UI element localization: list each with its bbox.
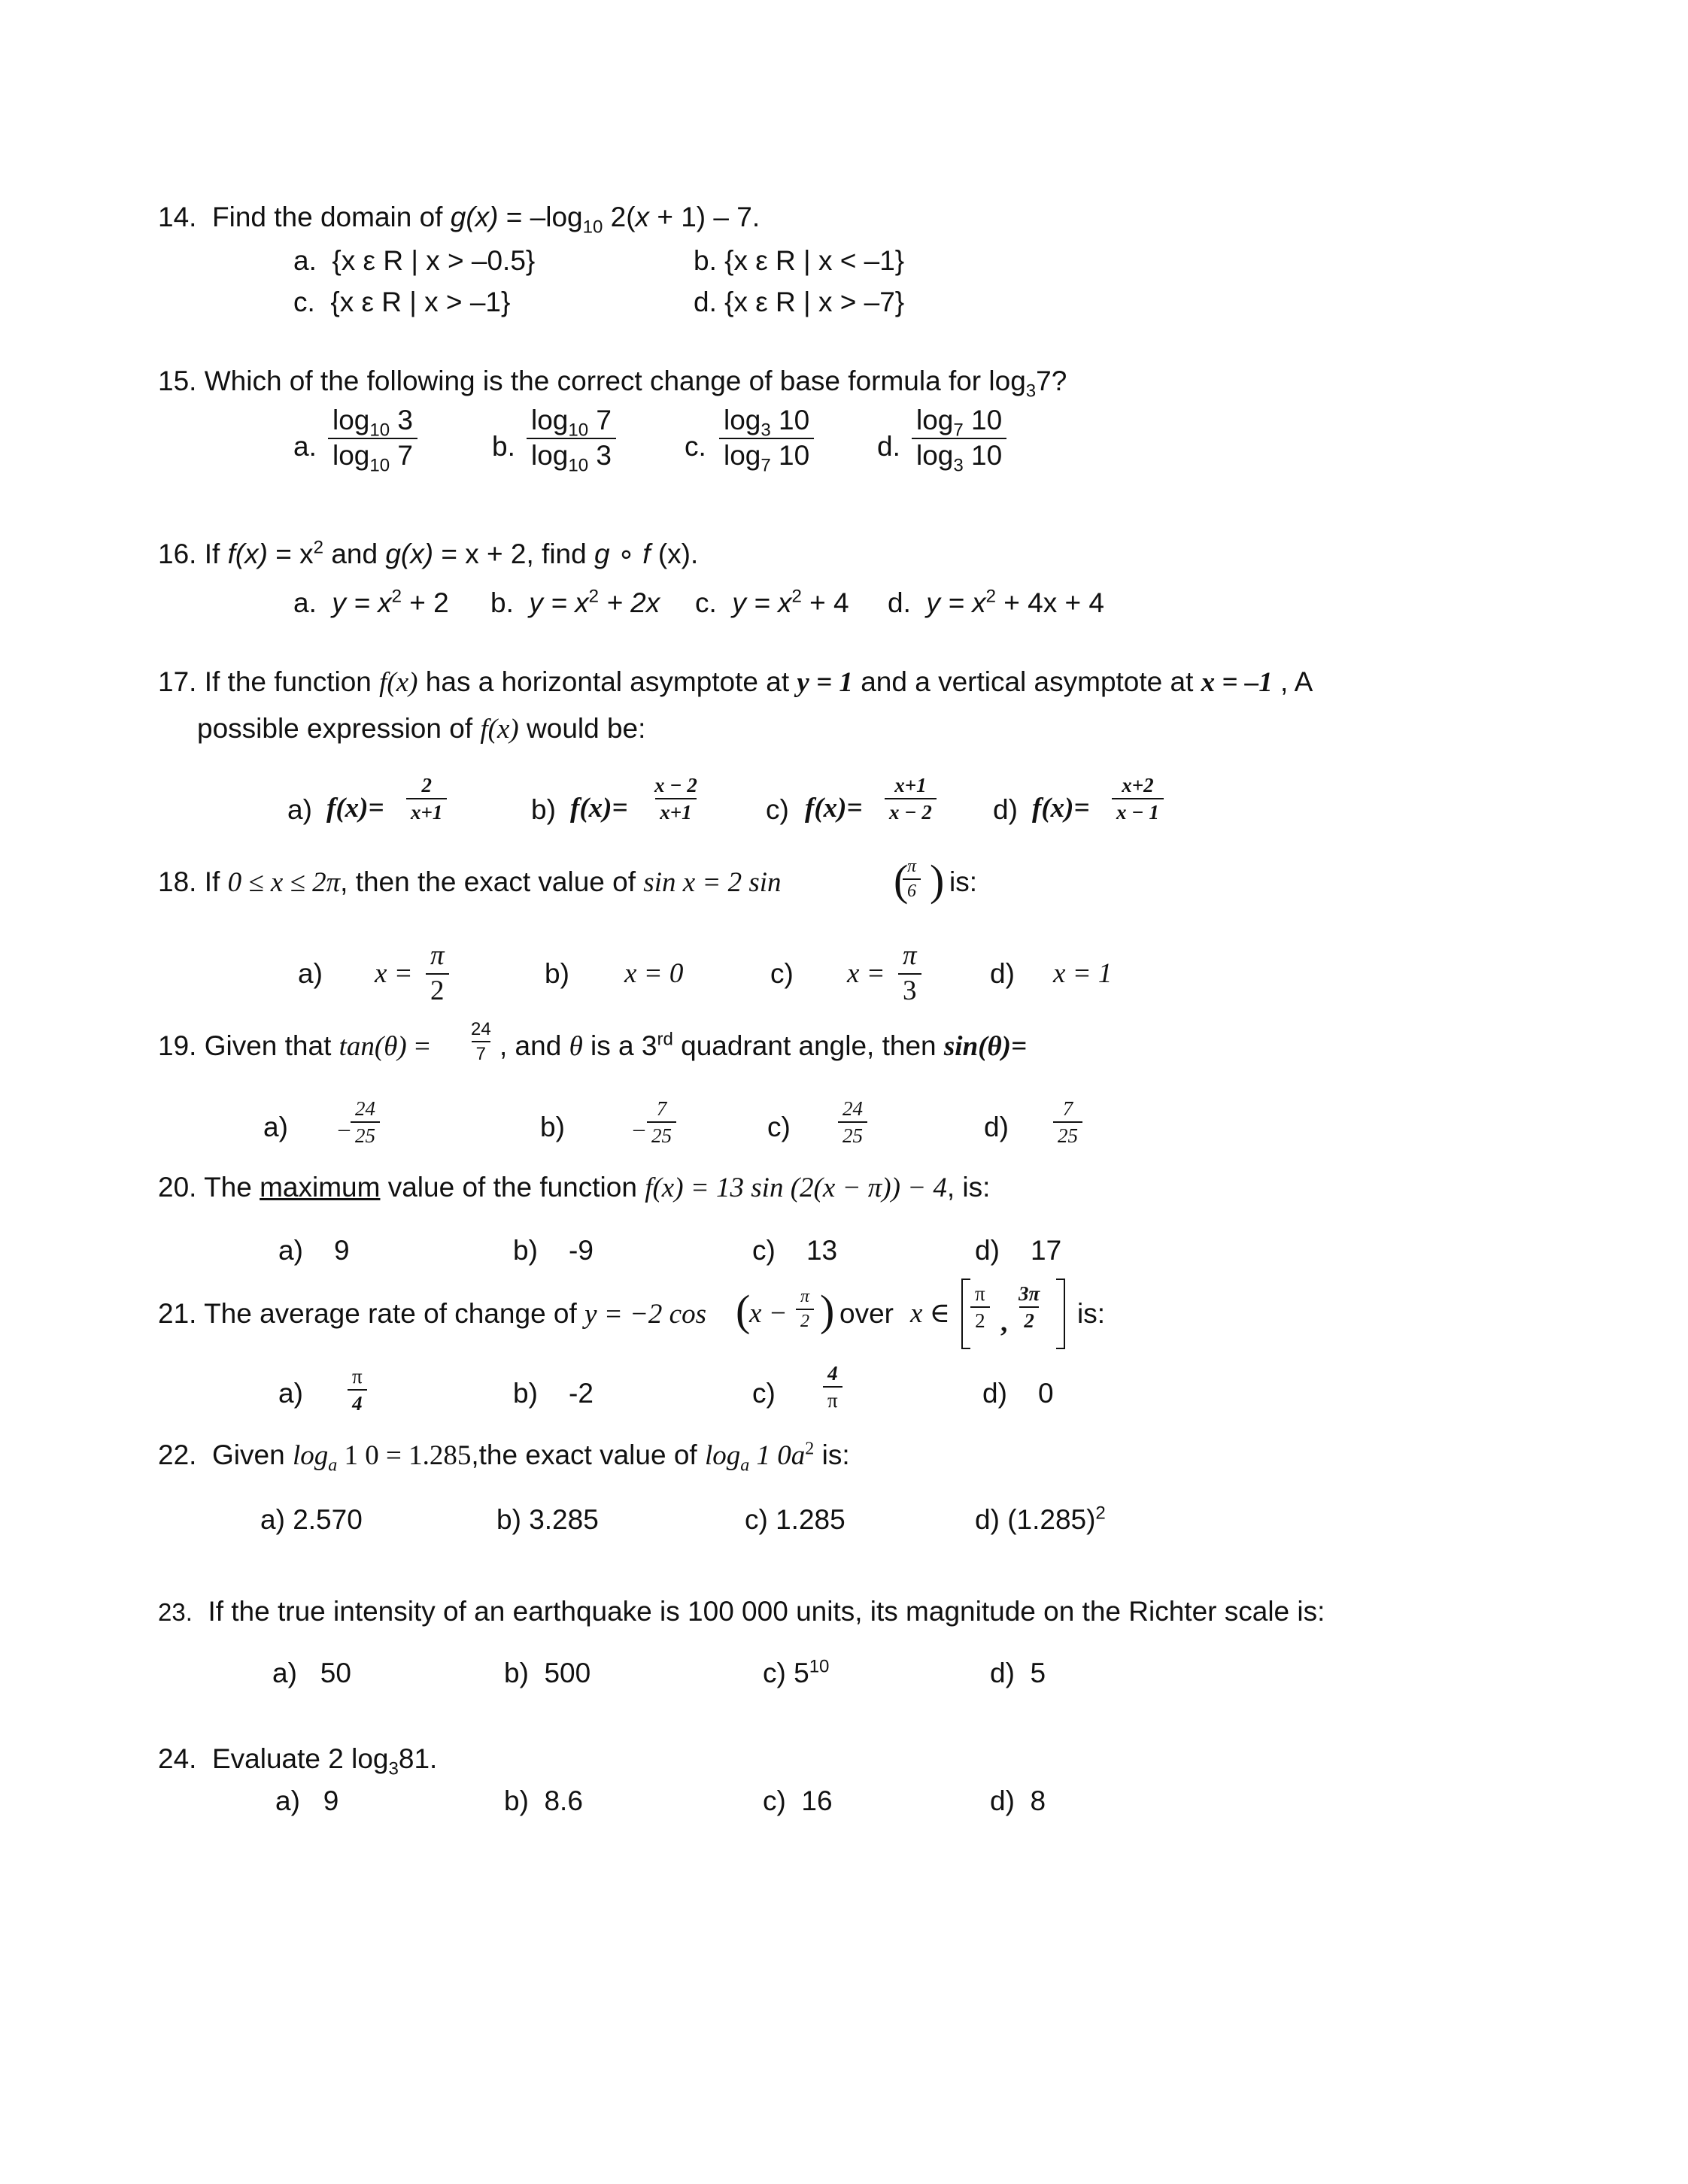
- q20-option-d[interactable]: [975, 1236, 1061, 1264]
- denominator: 4: [348, 1389, 367, 1414]
- option-text: 17: [1031, 1235, 1062, 1266]
- log-base: 3: [388, 1758, 399, 1779]
- sin-theta: sin(θ)=: [943, 1031, 1028, 1062]
- q19-option-a-letter[interactable]: a): [263, 1112, 288, 1142]
- q19-option-c-letter[interactable]: c): [767, 1112, 791, 1142]
- question-17-stem: [158, 668, 1313, 696]
- numerator: x − 2: [654, 774, 697, 796]
- denominator: 3: [898, 973, 921, 1006]
- option-text: 50: [320, 1658, 351, 1688]
- q18-paren-right: ): [930, 856, 945, 905]
- question-18-stem: [158, 868, 782, 896]
- stem-text: If: [204, 538, 228, 569]
- q19-fraction: [466, 1020, 496, 1063]
- exponent: 2: [313, 537, 324, 558]
- option-text: 5: [794, 1658, 809, 1688]
- q20-option-c[interactable]: [752, 1236, 837, 1264]
- log-arg: 3: [588, 439, 612, 471]
- function-f: f(x): [379, 667, 418, 698]
- log-base: a: [328, 1455, 338, 1476]
- denominator: 2: [970, 1306, 990, 1331]
- option-text: 8: [1030, 1785, 1046, 1816]
- interval-bracket-right: [1056, 1279, 1065, 1349]
- option-letter: a.: [293, 587, 317, 618]
- q14-option-c[interactable]: [293, 288, 510, 316]
- stem-text: possible expression of: [197, 713, 481, 744]
- q17-option-a-fraction[interactable]: [406, 775, 447, 824]
- q18-option-c-letter[interactable]: c): [770, 958, 794, 989]
- option-text: {x ε R | x > –1}: [330, 287, 511, 317]
- option-letter: b): [496, 1504, 521, 1535]
- log-base: 10: [568, 420, 589, 441]
- ordinal-suffix: rd: [657, 1029, 673, 1050]
- question-number: 15.: [158, 366, 197, 396]
- q19-option-d-letter[interactable]: d): [984, 1112, 1009, 1142]
- q18-option-a-lhs: x =: [375, 958, 413, 989]
- x-in: x ∈: [910, 1298, 951, 1329]
- log-base: 7: [953, 420, 964, 441]
- option-text: 0: [1038, 1378, 1054, 1409]
- question-19-stem-a: [158, 1032, 430, 1060]
- q21-option-c-fraction[interactable]: [823, 1363, 842, 1412]
- option-text: y = x: [332, 587, 392, 618]
- q15-option-a-fraction[interactable]: [328, 405, 417, 476]
- option-letter: d): [982, 1378, 1007, 1409]
- q17-option-c-fraction[interactable]: [885, 775, 937, 824]
- option-text: 9: [323, 1785, 339, 1816]
- numerator: 24: [842, 1097, 863, 1120]
- log-base: 10: [568, 455, 589, 476]
- q15-option-b-fraction[interactable]: [527, 405, 616, 476]
- question-number: 23.: [158, 1598, 193, 1626]
- numerator: 4: [827, 1362, 838, 1385]
- q18-option-d-text[interactable]: x = 1: [1053, 958, 1113, 989]
- log: log: [531, 439, 569, 471]
- option-letter: c): [752, 1235, 776, 1266]
- log-base: 10: [369, 420, 390, 441]
- log-base: a: [740, 1455, 750, 1476]
- option-text: (1.285): [1007, 1504, 1096, 1535]
- function-g: g(x): [450, 202, 499, 232]
- tan-theta: tan(θ): [339, 1031, 407, 1062]
- question-number: 22.: [158, 1439, 197, 1470]
- q23-option-d[interactable]: [990, 1659, 1046, 1687]
- option-letter: b): [504, 1658, 529, 1688]
- option-letter: d): [990, 1785, 1015, 1816]
- q21-option-c-letter[interactable]: c): [752, 1378, 776, 1409]
- q21-paren-left: (: [736, 1286, 751, 1335]
- log: log: [916, 405, 954, 435]
- equation: sin x = 2 sin: [643, 867, 782, 898]
- option-text: 3.285: [529, 1504, 599, 1535]
- stem-text: Find the domain of: [212, 202, 451, 232]
- q23-option-b[interactable]: [504, 1659, 590, 1687]
- option-text: -2: [569, 1378, 594, 1409]
- q18-option-c-lhs: x =: [847, 958, 885, 989]
- option-text: 2.570: [293, 1504, 363, 1535]
- log-base: 10: [582, 217, 603, 238]
- stem-text: over: [839, 1298, 894, 1329]
- stem-text: If: [204, 866, 228, 897]
- stem-text: = x: [268, 538, 314, 569]
- stem-text: and: [323, 538, 386, 569]
- function-expression: f(x) = 13 sin (2(x − π)) − 4: [645, 1172, 947, 1203]
- stem-text: If the true intensity of an earthquake is 100 000 units, its magnitude on the Richter scale is:: [208, 1596, 1325, 1627]
- option-text: 1.285: [776, 1504, 846, 1535]
- question-21-stem-a: [158, 1300, 706, 1328]
- log-arg: 10: [963, 439, 1003, 471]
- stem-text: and a vertical asymptote at: [852, 666, 1201, 697]
- theta: θ: [569, 1031, 583, 1062]
- interval-comma: ,: [1000, 1307, 1008, 1338]
- numerator: x+1: [894, 774, 927, 796]
- q19-option-d-fraction[interactable]: [1053, 1098, 1082, 1147]
- option-text: + 4x + 4: [995, 587, 1104, 618]
- question-number: 19.: [158, 1030, 197, 1061]
- stem-text: = –log: [498, 202, 583, 232]
- option-text: {x ε R | x > –7}: [724, 287, 905, 317]
- equation: 1 0 = 1.285: [337, 1440, 472, 1471]
- stem-text: is:: [814, 1439, 850, 1470]
- q17-option-b-lhs: f(x)=: [570, 793, 628, 824]
- log-arg: 10: [770, 405, 810, 435]
- q24-option-b[interactable]: [504, 1787, 583, 1815]
- denominator: 6: [903, 878, 921, 901]
- question-number: 21.: [158, 1298, 197, 1329]
- q22-option-b[interactable]: [496, 1506, 599, 1533]
- log-base: 10: [369, 455, 390, 476]
- interval-start: [970, 1283, 990, 1332]
- q21-option-a-letter[interactable]: a): [278, 1378, 303, 1409]
- function-g: g(x): [385, 538, 434, 569]
- option-text: 5: [1030, 1658, 1046, 1688]
- q24-option-d[interactable]: [990, 1787, 1046, 1815]
- stem-text: , then the exact value of: [340, 866, 644, 897]
- stem-text: is:: [949, 866, 977, 897]
- function-expression: x −: [749, 1298, 788, 1329]
- q19-option-b-sign: –: [633, 1116, 645, 1141]
- q17-option-a-lhs: f(x)=: [326, 793, 384, 824]
- q18-pi-over-6: [903, 857, 921, 901]
- log-arg: 7?: [1036, 366, 1067, 396]
- q19-option-b-letter[interactable]: b): [540, 1112, 565, 1142]
- numerator: π: [907, 857, 917, 876]
- stem-text: , A: [1272, 666, 1313, 697]
- option-text: 8.6: [544, 1785, 583, 1816]
- q19-option-c-fraction[interactable]: [838, 1098, 867, 1147]
- denominator: 2: [426, 973, 449, 1006]
- q16-option-b[interactable]: [490, 586, 660, 618]
- question-23-stem: [158, 1597, 1325, 1625]
- function-expression: y = −2 cos: [584, 1299, 707, 1330]
- numerator: π: [975, 1282, 985, 1305]
- option-letter: b.: [694, 245, 717, 276]
- numerator: π: [430, 940, 445, 971]
- q15-option-b-letter[interactable]: b.: [492, 431, 515, 462]
- domain-range: 0 ≤ x ≤ 2π: [227, 867, 341, 898]
- stem-text: , and: [499, 1030, 569, 1061]
- q19-option-a-sign: –: [339, 1116, 350, 1141]
- log-arg: 1 0a: [749, 1440, 806, 1471]
- option-letter: c): [763, 1658, 786, 1688]
- q21-option-b[interactable]: [513, 1379, 594, 1407]
- log: log: [332, 405, 370, 435]
- q17-option-c-lhs: f(x)=: [805, 793, 863, 824]
- stem-text: (x).: [650, 538, 699, 569]
- numerator: 7: [1062, 1097, 1073, 1120]
- q22-option-d[interactable]: [975, 1503, 1106, 1535]
- q22-option-a[interactable]: [260, 1506, 363, 1533]
- exponent: 2: [985, 586, 996, 607]
- exponent: 2: [791, 586, 802, 607]
- denominator: x − 1: [1112, 798, 1164, 823]
- stem-text: , is:: [946, 1172, 991, 1203]
- option-text: 9: [334, 1235, 350, 1266]
- maximum-underlined: maximum: [260, 1172, 381, 1203]
- option-letter: b): [513, 1235, 538, 1266]
- stem-text: Given: [212, 1439, 293, 1470]
- option-letter: b): [513, 1378, 538, 1409]
- question-number: 17.: [158, 666, 197, 697]
- stem-text: 2(: [603, 202, 636, 232]
- equals: =: [414, 1031, 430, 1062]
- log-arg: 3: [390, 405, 413, 435]
- q17-option-d-lhs: f(x)=: [1032, 793, 1090, 824]
- stem-text: If the function: [204, 666, 380, 697]
- option-letter: c): [763, 1785, 786, 1816]
- option-text: y = x: [732, 587, 792, 618]
- interval-end: [1014, 1283, 1044, 1332]
- stem-text: has a horizontal asymptote at: [417, 666, 797, 697]
- q23-option-c[interactable]: [763, 1656, 830, 1688]
- exponent: 2: [391, 586, 402, 607]
- stem-text: is:: [1077, 1298, 1105, 1329]
- option-letter: a): [260, 1504, 285, 1535]
- denominator: 2: [796, 1309, 814, 1331]
- stem-text: is a 3: [582, 1030, 657, 1061]
- option-letter: a): [275, 1785, 300, 1816]
- option-text: 16: [801, 1785, 833, 1816]
- option-letter: b.: [490, 587, 514, 618]
- q15-option-c-fraction[interactable]: [719, 405, 814, 476]
- numerator: 24: [471, 1019, 491, 1039]
- option-letter: b): [504, 1785, 529, 1816]
- exponent: 10: [809, 1656, 830, 1677]
- q15-option-c-letter[interactable]: c.: [685, 431, 706, 462]
- question-24-stem: [158, 1743, 438, 1779]
- log: log: [724, 405, 761, 435]
- option-letter: c.: [293, 287, 315, 317]
- log-base: 3: [761, 420, 771, 441]
- question-15-stem: [158, 366, 1067, 402]
- exponent: 2: [588, 586, 599, 607]
- log-arg: 7: [390, 439, 413, 471]
- numerator: 7: [656, 1097, 667, 1120]
- option-text: y = x: [926, 587, 986, 618]
- q14-option-b[interactable]: [694, 247, 904, 275]
- option-letter: a): [272, 1658, 297, 1688]
- q17-option-b-letter[interactable]: b): [531, 794, 556, 825]
- numerator: 24: [355, 1097, 375, 1120]
- stem-text: value of the function: [380, 1172, 645, 1203]
- denominator: x+1: [655, 798, 696, 823]
- q14-option-a[interactable]: [293, 247, 535, 275]
- log: log: [292, 1440, 329, 1471]
- numerator: π: [352, 1365, 363, 1388]
- question-number: 18.: [158, 866, 197, 897]
- function-f: f(x): [480, 714, 519, 745]
- q18-option-d-letter[interactable]: d): [990, 958, 1015, 989]
- numerator: x+2: [1122, 774, 1154, 796]
- q20-option-a[interactable]: [278, 1236, 350, 1264]
- horizontal-asymptote: y = 1: [797, 667, 853, 698]
- denominator: 25: [1053, 1121, 1082, 1146]
- option-letter: d): [975, 1504, 1000, 1535]
- stem-text: would be:: [518, 713, 646, 744]
- question-number: 16.: [158, 538, 197, 569]
- log-arg: 10: [770, 439, 810, 471]
- q17-option-a-letter[interactable]: a): [287, 794, 312, 825]
- numerator: 3π: [1019, 1282, 1040, 1305]
- q16-option-c[interactable]: [695, 586, 849, 618]
- q15-option-a-letter[interactable]: a.: [293, 431, 317, 462]
- log-arg: 7: [588, 405, 612, 435]
- stem-text: Given that: [204, 1030, 339, 1061]
- stem-text: quadrant angle, then: [672, 1030, 944, 1061]
- denominator: x+1: [406, 798, 447, 823]
- option-text: y = x: [529, 587, 589, 618]
- question-19-stem-b: [499, 1029, 1028, 1062]
- stem-text: + 1) – 7.: [649, 202, 761, 232]
- vertical-asymptote: x = –1: [1201, 667, 1273, 698]
- stem-text: The: [204, 1172, 260, 1203]
- log-base: 3: [1025, 381, 1037, 402]
- q15-option-d-letter[interactable]: d.: [877, 431, 900, 462]
- option-letter: d): [990, 1658, 1015, 1688]
- stem-text: The average rate of change of: [204, 1298, 585, 1329]
- q23-option-a[interactable]: [272, 1659, 351, 1687]
- q17-option-d-letter[interactable]: d): [993, 794, 1018, 825]
- log: log: [332, 439, 370, 471]
- question-14-stem: [158, 202, 761, 238]
- log: log: [724, 439, 761, 471]
- q21-paren-right: ): [820, 1286, 835, 1335]
- option-letter: a): [278, 1235, 303, 1266]
- option-letter: d.: [888, 587, 911, 618]
- variable-x: x: [635, 202, 650, 232]
- option-text: 500: [544, 1658, 591, 1688]
- option-letter: d): [975, 1235, 1000, 1266]
- q24-option-c[interactable]: [763, 1787, 833, 1815]
- log-arg: 10: [963, 405, 1003, 435]
- option-text: {x ε R | x < –1}: [724, 245, 905, 276]
- q24-option-a[interactable]: [275, 1787, 339, 1815]
- denominator: 25: [647, 1121, 676, 1146]
- question-16-stem: [158, 537, 699, 569]
- stem-text: ,the exact value of: [471, 1439, 705, 1470]
- denominator: 2: [1019, 1306, 1039, 1331]
- log: log: [916, 439, 954, 471]
- denominator: 25: [838, 1121, 867, 1146]
- q19-option-b-fraction[interactable]: [647, 1098, 676, 1147]
- stem-text: 81.: [398, 1743, 438, 1774]
- q21-pi-over-2: [796, 1288, 814, 1331]
- q21-option-d[interactable]: [982, 1379, 1054, 1407]
- composition: g ∘ f: [594, 538, 651, 569]
- log-base: 7: [761, 455, 771, 476]
- question-number: 20.: [158, 1172, 197, 1203]
- log: log: [704, 1440, 741, 1471]
- q20-option-b[interactable]: [513, 1236, 594, 1264]
- q15-option-d-fraction[interactable]: [912, 405, 1006, 476]
- q17-option-c-letter[interactable]: c): [766, 794, 789, 825]
- option-text: + 2x: [598, 587, 660, 618]
- option-letter: d.: [694, 287, 717, 317]
- interval-bracket-left: [961, 1279, 970, 1349]
- q18-option-b-text[interactable]: x = 0: [624, 958, 684, 989]
- q22-option-c[interactable]: [745, 1506, 846, 1533]
- denominator: 7: [472, 1041, 490, 1063]
- numerator: 2: [421, 774, 432, 796]
- q17-option-b-fraction[interactable]: [650, 775, 702, 824]
- option-text: + 4: [801, 587, 849, 618]
- q18-option-b-letter[interactable]: b): [545, 958, 569, 989]
- log-base: 3: [953, 455, 964, 476]
- question-20-stem: [158, 1173, 990, 1202]
- option-text: 13: [806, 1235, 838, 1266]
- stem-text: = x + 2, find: [433, 538, 594, 569]
- exponent: 2: [1095, 1503, 1106, 1524]
- denominator: 25: [351, 1121, 380, 1146]
- option-text: + 2: [401, 587, 449, 618]
- option-text: {x ε R | x > –0.5}: [332, 245, 536, 276]
- denominator: x − 2: [885, 798, 937, 823]
- q19-option-a-fraction[interactable]: [351, 1098, 380, 1147]
- option-text: -9: [569, 1235, 594, 1266]
- q18-option-a-fraction[interactable]: [426, 942, 449, 1006]
- function-f: f(x): [227, 538, 268, 569]
- q16-option-a[interactable]: [293, 586, 449, 618]
- question-number: 24.: [158, 1743, 197, 1774]
- question-22-stem: [158, 1439, 850, 1476]
- q17-option-d-fraction[interactable]: [1112, 775, 1164, 824]
- numerator: π: [903, 940, 917, 971]
- option-letter: a.: [293, 245, 317, 276]
- stem-text: Which of the following is the correct change of base formula for log: [204, 366, 1026, 396]
- option-letter: c.: [695, 587, 717, 618]
- numerator: π: [800, 1287, 810, 1306]
- q18-paren-left: (: [894, 856, 909, 905]
- q16-option-d[interactable]: [888, 586, 1104, 618]
- q18-option-c-fraction[interactable]: [898, 942, 921, 1006]
- q14-option-d[interactable]: [694, 288, 904, 316]
- denominator: π: [823, 1386, 842, 1411]
- question-number: 14.: [158, 202, 197, 232]
- exponent: 2: [805, 1439, 815, 1459]
- q21-option-a-fraction[interactable]: [348, 1366, 367, 1415]
- option-letter: c): [745, 1504, 768, 1535]
- q18-option-a-letter[interactable]: a): [298, 958, 323, 989]
- log: log: [531, 405, 569, 435]
- stem-text: Evaluate 2 log: [212, 1743, 389, 1774]
- question-17-stem-line2: [197, 714, 645, 743]
